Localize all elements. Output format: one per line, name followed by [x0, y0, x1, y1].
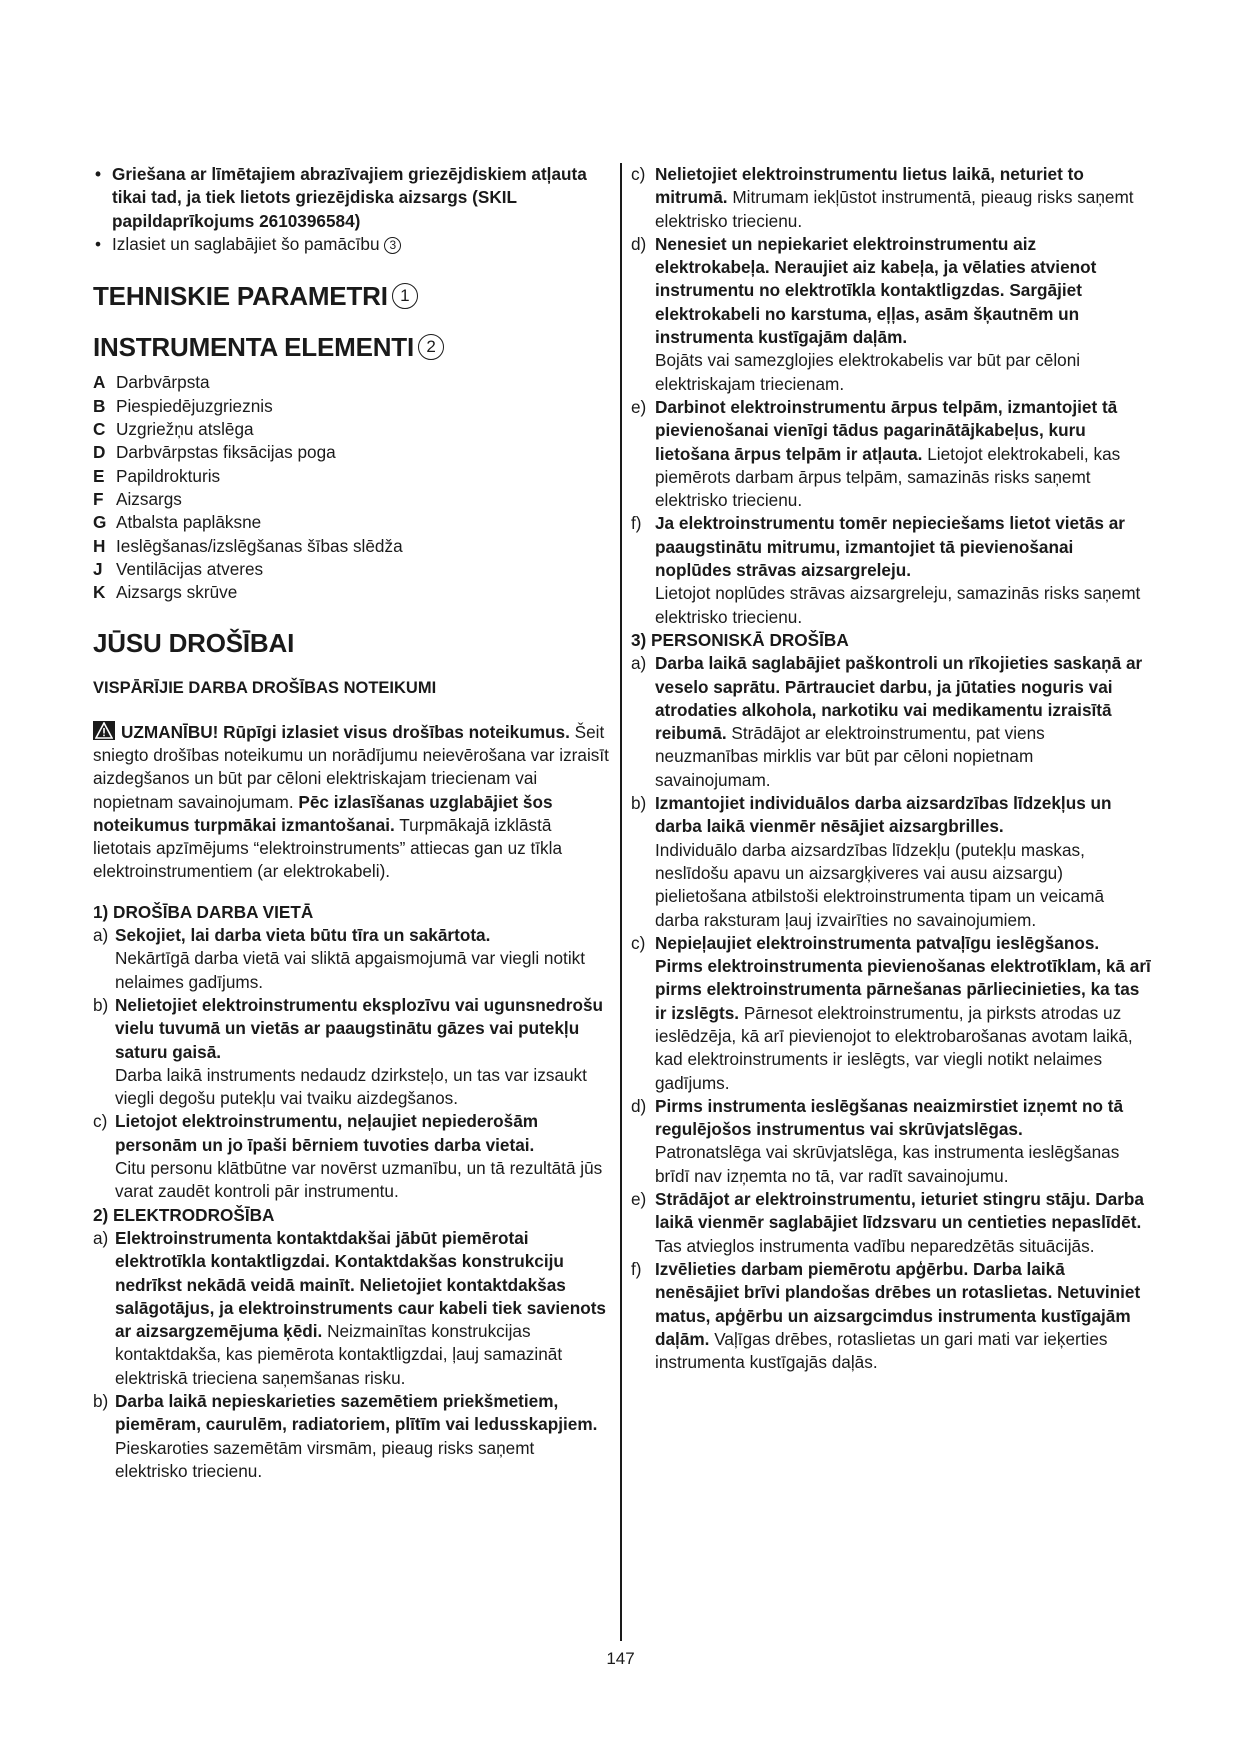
right-column [631, 163, 1151, 1374]
list-item: d) Pirms instrumenta ieslēgšanas neaizmirstiet izņemt no tā regulējošos instrumentus vai skrūvjatslēgas. Patronatslēga vai skrūvjatslēga, kas instrumenta ieslēgšanas brīdī nav izņemta no tā, var radīt savainojumu. [631, 1095, 1124, 1186]
list-item: F Aizsargs [93, 488, 182, 509]
bullet-dot-icon: • [95, 164, 102, 184]
list-item: a) Sekojiet, lai darba vieta būtu tīra un sakārtota. Nekārtīgā darba vietā vai sliktā apgaismojumā var viegli notikt nelaimes gadījums. [93, 925, 586, 992]
list-item: a) Darba laikā saglabājiet paškontroli un rīkojieties saskaņā ar veselo saprātu. Pārtrauciet darbu, ja jūtaties noguris vai atrodaties alkohola, narkotiku vai medikamentu izraisītā reibumā. Strādājot ar elektroinstrumentu, pat viens neuzmanības mirklis var būt par cēloni nopietnam savainojumam. [631, 653, 1143, 790]
figure-ref-badge: 2 [418, 334, 444, 360]
list-item: K Aizsargs skrūve [93, 582, 238, 603]
section-title-electrical: 2) ELEKTRODROŠĪBA [93, 1204, 275, 1225]
list-item: b) Izmantojiet individuālos darba aizsardzības līdzekļus un darba laikā vienmēr nēsājiet aizsargbrilles. Individuālo darba aizsardzības līdzekļu (putekļu maskas, neslīdošu apavu un aizsargķiveres vai ausu aizsargu) pielietošana atbilstoši elektroinstrumenta tipam un veicamā darba raksturam ļauj izvairīties no savainojumiem. [631, 793, 1112, 930]
list-item: A Darbvārpsta [93, 372, 210, 393]
heading-safety: JŪSU DROŠĪBAI [93, 628, 295, 659]
left-column [93, 163, 611, 1483]
list-item: e) Darbinot elektroinstrumentu ārpus telpām, izmantojiet tā pievienošanai vienīgi tādus pagarinātājkabeļus, kuru lietošana ārpus telpām ir atļauta. Lietojot elektrokabeli, kas piemērots darbam ārpus telpām, samazinās risks saņemt elektrisko triecienu. [631, 396, 1121, 511]
list-item: f) Izvēlieties darbam piemērotu apģērbu. Darba laikā nenēsājiet brīvi plandošas drēbes un rotaslietas. Netuviniet matus, apģērbu un aizsargcimdus instrumenta kustīgajām daļām. Vaļīgas drēbes, rotaslietas un gari mati var ieķerties instrumenta kustīgajās daļās. [631, 1258, 1141, 1373]
section-title-personal-safety: 3) PERSONISKĀ DROŠĪBA [631, 629, 849, 650]
list-item: E Papildrokturis [93, 465, 221, 486]
list-item: b) Darba laikā nepieskarieties sazemētiem priekšmetiem, piemēram, caurulēm, radiatoriem, plītīm vai ledusskapjiem. Pieskaroties sazemētām virsmām, pieaug risks saņemt elektrisko triecienu. [93, 1391, 598, 1481]
list-item: c) Lietojot elektroinstrumentu, neļaujiet nepiederošām personām un jo īpaši bērniem tuvoties darba vietai. Citu personu klātbūtne var novērst uzmanību, un tā rezultātā jūs varat zaudēt kontroli pār instrumentu. [93, 1111, 603, 1202]
list-item: G Atbalsta paplāksne [93, 512, 262, 533]
heading-technical-data: TEHNISKIE PARAMETRI 1 [93, 281, 611, 311]
list-item: d) Nenesiet un nepiekariet elektroinstrumentu aiz elektrokabeļa. Neraujiet aiz kabeļa, ja vēlaties atvienot instrumentu no elektrotīkla kontaktligzdas. Sargājiet elektrokabeli no karstuma, eļļas, asām šķautnēm un instrumenta kustīgajām daļām. Bojāts vai samezglojies elektrokabelis var būt par cēloni elektriskajam triecienam. [631, 233, 1097, 394]
parts-list [93, 371, 611, 604]
list-item: B Piespiedējuzgrieznis [93, 395, 273, 416]
list-item: J Ventilācijas atveres [93, 558, 264, 579]
figure-ref-badge: 3 [384, 237, 401, 254]
warning-paragraph: UZMANĪBU! Rūpīgi izlasiet visus drošības noteikumus. Šeit sniegto drošības noteikumu un norādījumu neievērošana var izraisīt aizdegšanos un būt par cēloni elektriskajam triecienam vai nopietnam savainojumam. Pēc izlasīšanas uzglabājiet šos noteikumus turpmākai izmantošanai. Turpmākajā izklāstā lietotais apzīmējums “elektroinstruments” attiecas gan uz tīkla elektroinstrumentiem (ar elektrokabeli). [93, 721, 609, 882]
column-divider [620, 163, 622, 1641]
list-item: D Darbvārpstas fiksācijas poga [93, 442, 336, 463]
section-title-work-area: 1) DROŠĪBA DARBA VIETĀ [93, 901, 314, 922]
subheading-general-safety: VISPĀRĪJIE DARBA DROŠĪBAS NOTEIKUMI [93, 679, 437, 698]
list-item: c) Nepieļaujiet elektroinstrumenta patvaļīgu ieslēgšanos. Pirms elektroinstrumenta pievienošanas elektrotīklam, kā arī pirms elektroinstrumenta pārnešanas pārliecinieties, ka tas ir izslēgts. Pārnesot elektroinstrumentu, ja pirksts atrodas uz ieslēdzēja, kā arī pievienojot to elektrobarošanas avotam laikā, kad elektroinstruments ir ieslēgts, var viegli notikt nelaimes gadījums. [631, 932, 1151, 1093]
bullet-item: • Izlasiet un saglabājiet šo pamācību 3 [93, 233, 611, 256]
list-item: b) Nelietojiet elektroinstrumentu eksplozīvu vai ugunsnedrošu vielu tuvumā un vietās ar paaugstinātu gāzes vai putekļu saturu gaisā. Darba laikā instruments nedaudz dzirksteļo, un tas var izsaukt viegli degošu putekļu vai tvaiku aizdegšanos. [93, 994, 604, 1109]
list-item: e) Strādājot ar elektroinstrumentu, ieturiet stingru stāju. Darba laikā vienmēr saglabājiet līdzsvaru un centieties nepaslīdēt. Tas atvieglos instrumenta vadību neparedzētās situācijās. [631, 1189, 1144, 1256]
page-number: 147 [606, 1649, 635, 1668]
warning-icon [93, 721, 115, 740]
heading-tool-elements: INSTRUMENTA ELEMENTI 2 [93, 332, 611, 362]
bullet-item: • Griešana ar līmētajiem abrazīvajiem griezējdiskiem atļauta tikai tad, ja tiek lietots griezējdiska aizsargs (SKIL papildaprīkojums 2610396584) [95, 164, 587, 231]
bullet-dot-icon: • [95, 233, 102, 254]
list-item: a) Elektroinstrumenta kontaktdakšai jābūt piemērotai elektrotīkla kontaktligzdai. Kontaktdakšas konstrukciju nedrīkst nekādā veidā mainīt. Nelietojiet kontaktdakšas salāgotājus, ja elektroinstruments caur kabeli tiek savienots ar aizsargzemējuma ķēdi. Neizmainītas konstrukcijas kontaktdakša, kas piemērota kontaktligzdai, ļauj samazināt elektriskā trieciena saņemšanas risku. [93, 1227, 606, 1388]
list-item: c) Nelietojiet elektroinstrumentu lietus laikā, neturiet to mitrumā. Mitrumam iekļūstot instrumentā, pieaug risks saņemt elektrisko triecienu. [631, 164, 1134, 231]
list-item: f) Ja elektroinstrumentu tomēr nepieciešams lietot vietās ar paaugstinātu mitrumu, izmantojiet tā pievienošanai noplūdes strāvas aizsargreleju. Lietojot noplūdes strāvas aizsargreleju, samazinās risks saņemt elektrisko triecienu. [631, 513, 1141, 627]
list-item: H Ieslēgšanas/izslēgšanas šības slēdža [93, 535, 403, 556]
list-item: C Uzgriežņu atslēga [93, 419, 254, 440]
figure-ref-badge: 1 [392, 283, 418, 309]
